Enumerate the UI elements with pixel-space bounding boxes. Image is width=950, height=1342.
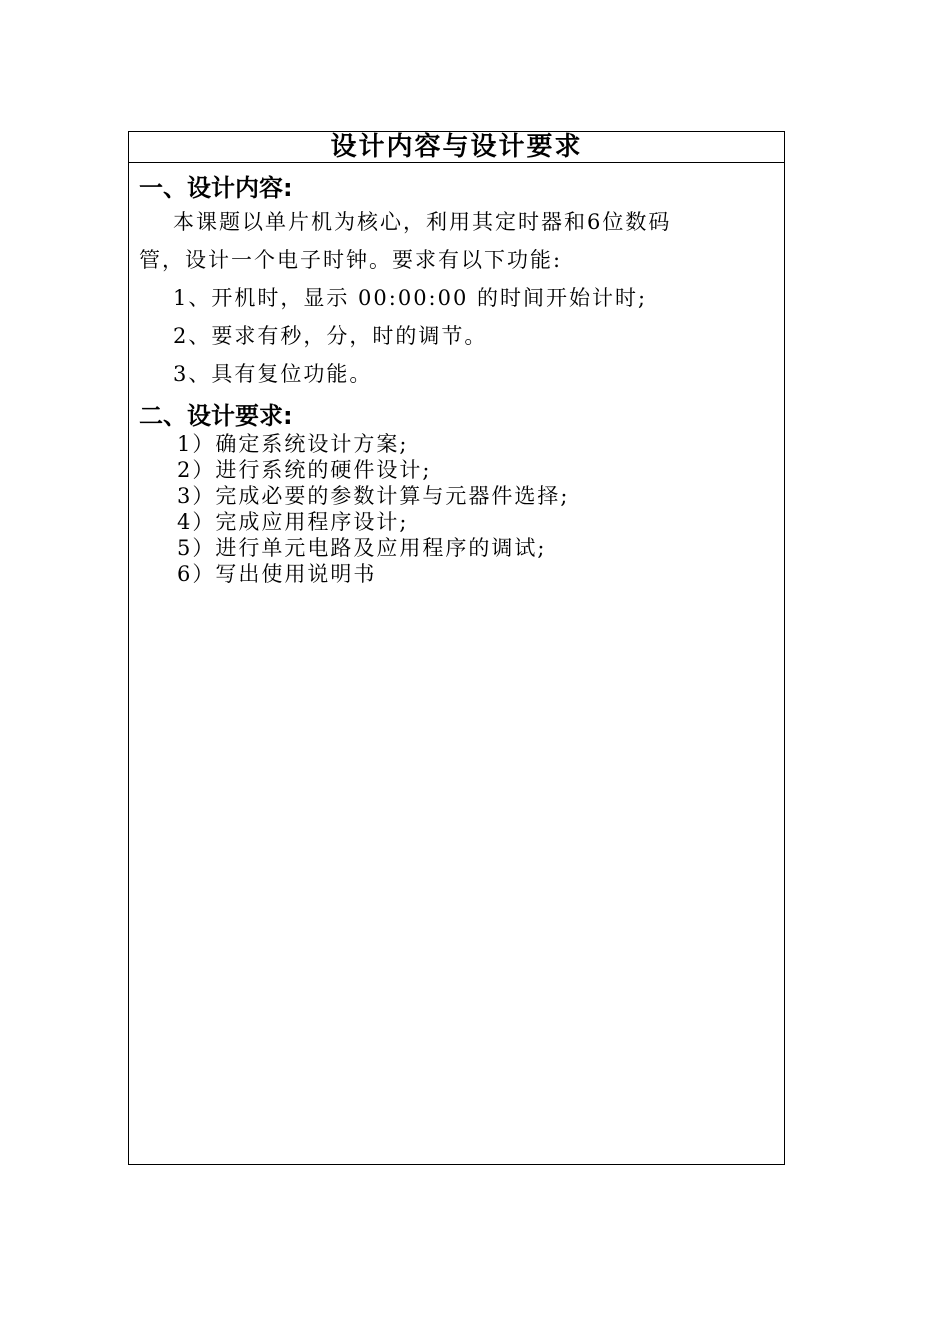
design-table: [128, 131, 785, 1165]
table-title: 设计内容与设计要求: [129, 132, 784, 163]
requirement-item: 4）完成应用程序设计;: [177, 510, 409, 534]
requirement-item: 6）写出使用说明书: [177, 562, 377, 586]
function-item: 1、开机时，显示 00:00:00 的时间开始计时;: [173, 286, 648, 310]
requirement-list: [139, 431, 784, 587]
requirement-item: 1）确定系统设计方案;: [177, 432, 409, 456]
requirement-item: 3）完成必要的参数计算与元器件选择;: [177, 484, 570, 508]
design-content-paragraph-line1: 本课题以单片机为核心，利用其定时器和6位数码: [173, 210, 672, 234]
table-body-cell: [129, 163, 784, 587]
function-item: 3、具有复位功能。: [173, 362, 373, 386]
function-item: 2、要求有秒，分，时的调节。: [173, 324, 488, 348]
requirement-item: 2）进行系统的硬件设计;: [177, 458, 432, 482]
design-content-heading: 一、设计内容:: [139, 174, 293, 202]
function-list: [139, 279, 784, 393]
requirement-item: 5）进行单元电路及应用程序的调试;: [177, 536, 547, 560]
design-requirements-heading: 二、设计要求:: [139, 402, 293, 430]
design-content-paragraph-line2: 管，设计一个电子时钟。要求有以下功能:: [139, 248, 563, 272]
